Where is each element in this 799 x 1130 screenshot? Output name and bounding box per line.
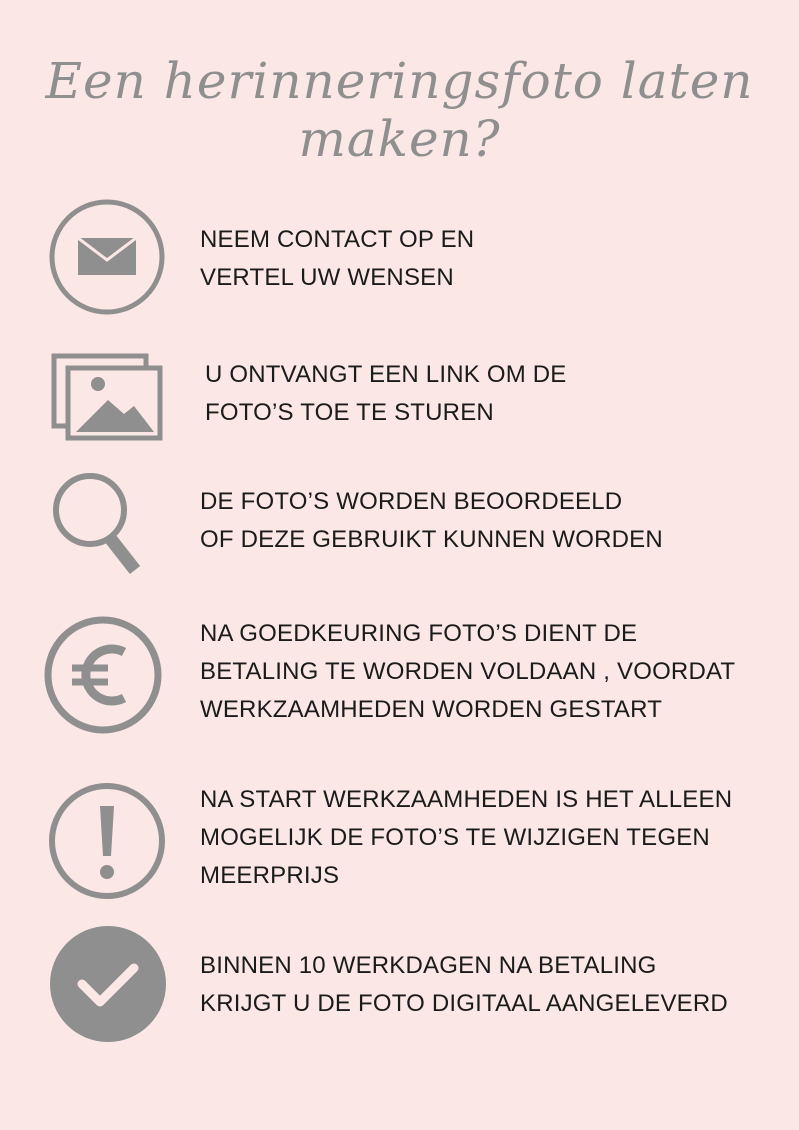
exclamation-icon — [48, 782, 166, 900]
step-line: NA GOEDKEURING FOTO’S DIENT DE — [200, 620, 638, 647]
step-line: DE FOTO’S WORDEN BEOORDEELD — [200, 488, 623, 515]
step-line: BINNEN 10 WERKDAGEN NA BETALING — [200, 952, 657, 979]
step-line: KRIJGT U DE FOTO DIGITAAL AANGELEVERD — [200, 990, 728, 1017]
step-line: NEEM CONTACT OP EN — [200, 226, 475, 253]
envelope-icon — [48, 198, 166, 316]
magnifier-icon — [50, 470, 145, 576]
step-line: BETALING TE WORDEN VOLDAAN , VOORDAT — [200, 658, 736, 685]
page-title: Een herinneringsfoto laten maken? — [45, 52, 754, 168]
step-line: NA START WERKZAAMHEDEN IS HET ALLEEN — [200, 786, 733, 813]
step-line: FOTO’S TOE TE STUREN — [205, 399, 494, 426]
checkmark-icon — [50, 926, 166, 1042]
euro-icon — [44, 616, 162, 734]
step-line: MOGELIJK DE FOTO’S TE WIJZIGEN TEGEN — [200, 824, 710, 851]
step-line: WERKZAAMHEDEN WORDEN GESTART — [200, 696, 663, 723]
step-line: MEERPRIJS — [200, 862, 340, 889]
photos-icon — [50, 352, 165, 444]
step-line: U ONTVANGT EEN LINK OM DE — [205, 361, 567, 388]
step-line: OF DEZE GEBRUIKT KUNNEN WORDEN — [200, 526, 663, 553]
step-line: VERTEL UW WENSEN — [200, 264, 454, 291]
